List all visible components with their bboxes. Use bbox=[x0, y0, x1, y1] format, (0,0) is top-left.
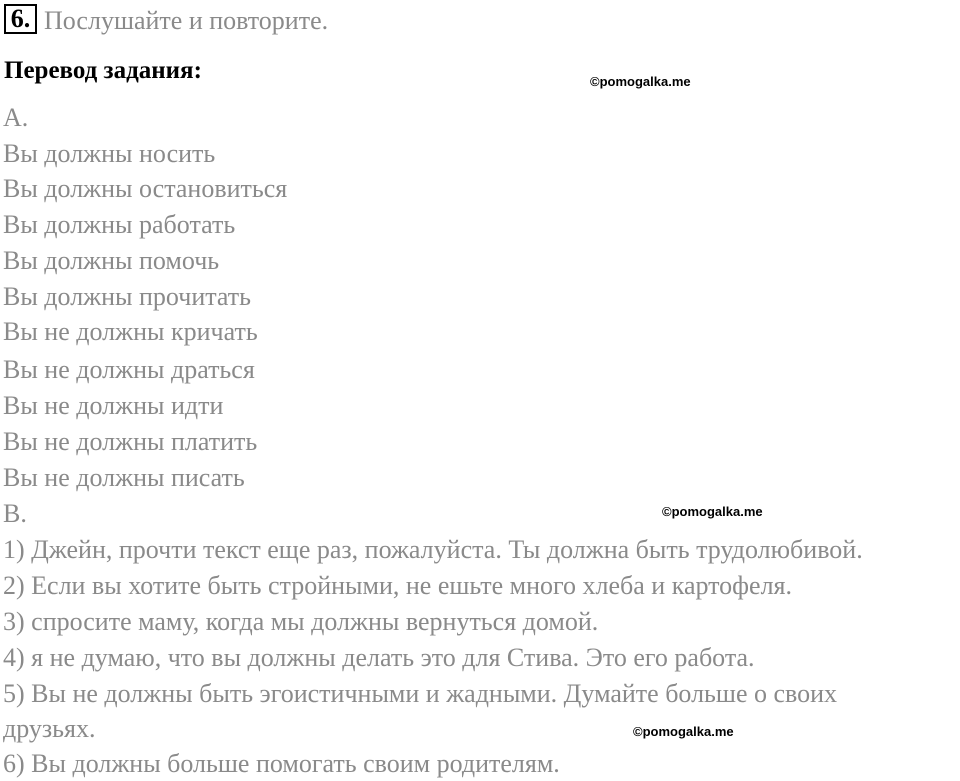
part-b-label: В. bbox=[3, 499, 27, 528]
part-b-line: 5) Вы не должны быть эгоистичными и жадными. Думайте больше о своих bbox=[3, 679, 838, 708]
watermark: ©pomogalka.me bbox=[590, 74, 691, 89]
part-a-label: А. bbox=[3, 103, 29, 132]
part-a-line: Вы должны работать bbox=[3, 210, 236, 239]
part-a-line: Вы должны носить bbox=[3, 139, 216, 168]
part-a-line: Вы не должны идти bbox=[3, 391, 224, 420]
part-a-line: Вы не должны драться bbox=[3, 355, 255, 384]
part-b-line: 6) Вы должны больше помогать своим родителям. bbox=[3, 749, 560, 778]
task-number: 6. bbox=[4, 4, 37, 34]
part-b-line: 1) Джейн, прочти текст еще раз, пожалуйста. Ты должна быть трудолюбивой. bbox=[3, 535, 863, 564]
part-a-line: Вы не должны платить bbox=[3, 427, 258, 456]
section-heading: Перевод задания: bbox=[4, 57, 202, 84]
part-b-line: друзьях. bbox=[3, 714, 96, 743]
watermark: ©pomogalka.me bbox=[633, 724, 734, 739]
part-b-line: 4) я не думаю, что вы должны делать это для Стива. Это его работа. bbox=[3, 643, 755, 672]
part-a-line: Вы не должны писать bbox=[3, 463, 245, 492]
task-title: Послушайте и повторите. bbox=[44, 6, 329, 35]
part-a-line: Вы должны остановиться bbox=[3, 174, 288, 203]
part-a-line: Вы должны прочитать bbox=[3, 282, 252, 311]
part-a-line: Вы не должны кричать bbox=[3, 317, 258, 346]
part-b-line: 3) спросите маму, когда мы должны вернуться домой. bbox=[3, 607, 599, 636]
watermark: ©pomogalka.me bbox=[662, 504, 763, 519]
part-b-line: 2) Если вы хотите быть стройными, не ешьте много хлеба и картофеля. bbox=[3, 571, 793, 600]
part-a-line: Вы должны помочь bbox=[3, 246, 220, 275]
